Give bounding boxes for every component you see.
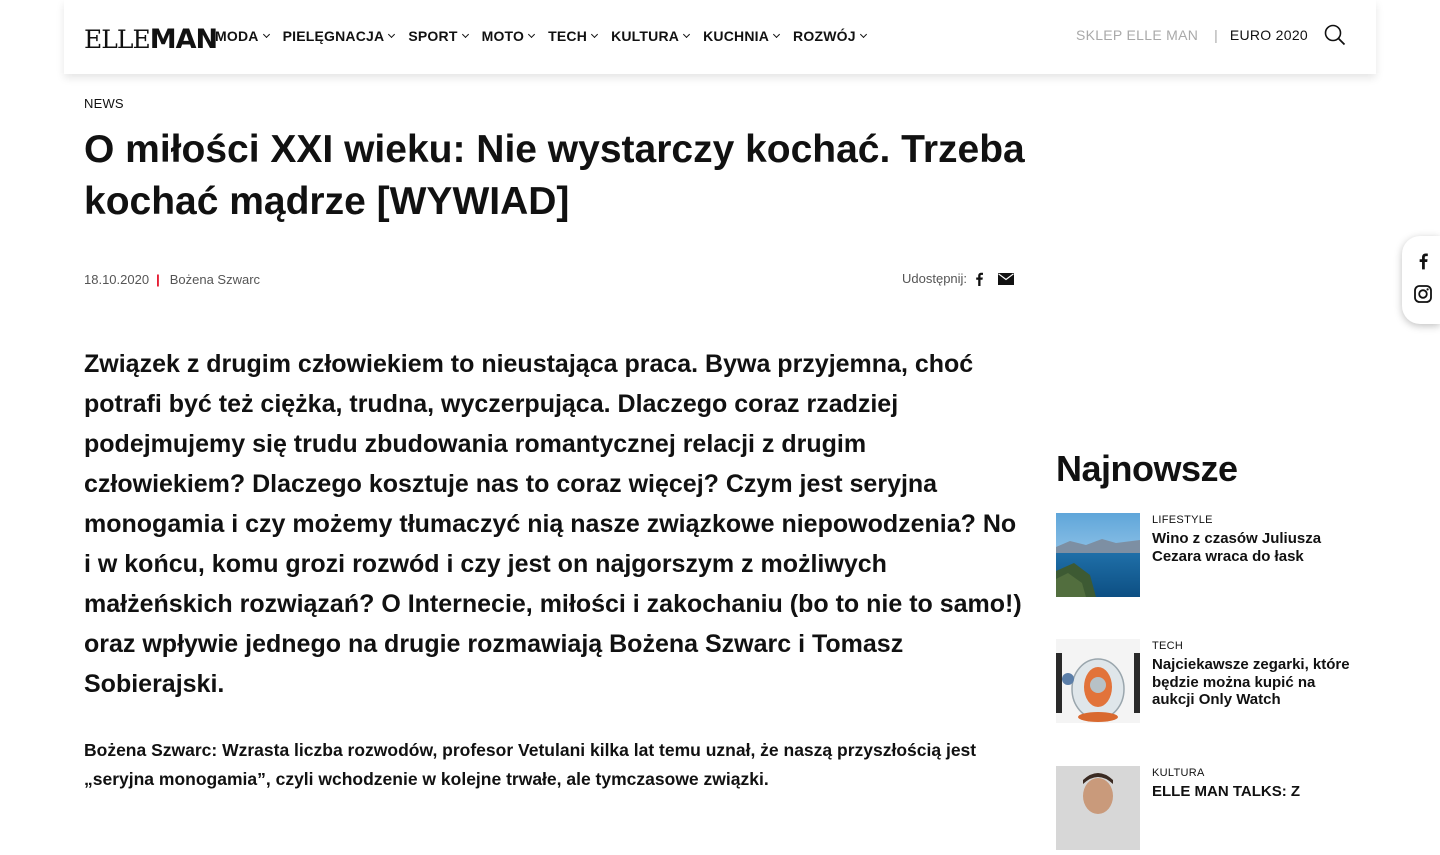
news-category[interactable]: TECH xyxy=(1152,640,1184,652)
nav-item-kuchnia[interactable] xyxy=(703,28,779,44)
article-date: 18.10.2020 xyxy=(84,272,150,287)
news-thumbnail[interactable] xyxy=(1056,639,1140,723)
chevron-down-icon xyxy=(591,31,598,38)
news-category[interactable]: KULTURA xyxy=(1152,767,1205,779)
nav-label: MODA xyxy=(215,28,259,44)
chevron-down-icon xyxy=(773,31,780,38)
nav-label: SPORT xyxy=(408,28,458,44)
nav-label: KUCHNIA xyxy=(703,28,770,44)
nav-item-sport[interactable] xyxy=(408,28,467,44)
article-author[interactable]: Bożena Szwarc xyxy=(169,272,261,287)
euro-2020-link[interactable]: EURO 2020 xyxy=(1229,27,1308,43)
nav-item-moto[interactable] xyxy=(482,28,535,44)
nav-item-kultura[interactable] xyxy=(611,28,689,44)
logo-man: MAN xyxy=(149,24,218,55)
chevron-down-icon xyxy=(388,31,395,38)
article-meta xyxy=(84,272,260,287)
site-header xyxy=(64,0,1376,74)
logo-elle: ELLE xyxy=(84,25,150,54)
elle-man-logo[interactable] xyxy=(84,24,217,55)
article-body-paragraph: Bożena Szwarc: Wzrasta liczba rozwodów, profesor Vetulani kilka lat temu uznał, że naszą przyszłością jest „seryjna monogamia”, czyli wchodzenie w kolejne trwałe, ale tymczasowe związki. xyxy=(84,740,977,789)
instagram-icon[interactable] xyxy=(1414,285,1432,308)
news-title[interactable]: ELLE MAN TALKS: Z xyxy=(1152,783,1301,800)
main-nav xyxy=(215,28,866,44)
facebook-icon[interactable] xyxy=(1417,252,1429,275)
news-title[interactable]: Najciekawsze zegarki, które będzie można kupić na aukcji Only Watch xyxy=(1152,656,1350,708)
news-category[interactable]: LIFESTYLE xyxy=(1152,514,1213,526)
news-thumbnail[interactable] xyxy=(1056,766,1140,850)
email-share-icon[interactable] xyxy=(998,273,1014,285)
nav-item-pielegnacja[interactable] xyxy=(283,28,395,44)
nav-label: TECH xyxy=(548,28,588,44)
header-right xyxy=(1076,24,1346,46)
article-title: O miłości XXI wieku: Nie wystarczy kochać. Trzeba kochać mądrze [WYWIAD] xyxy=(84,128,1025,223)
chevron-down-icon xyxy=(462,31,469,38)
nav-label: ROZWÓJ xyxy=(793,28,856,44)
share-label: Udostępnij: xyxy=(902,271,968,286)
chevron-down-icon xyxy=(528,31,535,38)
meta-divider: | xyxy=(156,272,160,287)
nav-item-rozwoj[interactable] xyxy=(793,28,866,44)
social-follow-tab xyxy=(1402,236,1440,324)
chevron-down-icon xyxy=(860,31,867,38)
nav-item-tech[interactable] xyxy=(548,28,597,44)
latest-news-item[interactable] xyxy=(1056,639,1356,729)
chevron-down-icon xyxy=(683,31,690,38)
article-category[interactable]: NEWS xyxy=(84,96,124,111)
nav-label: KULTURA xyxy=(611,28,680,44)
nav-item-moda[interactable] xyxy=(215,28,269,44)
news-title[interactable]: Wino z czasów Juliusza Cezara wraca do łask xyxy=(1152,530,1322,565)
shop-link[interactable]: SKLEP ELLE MAN xyxy=(1075,27,1199,43)
search-icon[interactable] xyxy=(1324,24,1346,46)
nav-label: MOTO xyxy=(481,28,525,44)
article-lead: Związek z drugim człowiekiem to nieustająca praca. Bywa przyjemna, choć potrafi być też ciężka, trudna, wyczerpująca. Dlaczego coraz rzadziej podejmujemy się trudu zbudowania romantycznej relacji z drugim człowiekiem? Dlaczego kosztuje nas to coraz więcej? Czym jest seryjna monogamia i czy możemy tłumaczyć nią nasze związkowe niepowodzenia? No i w końcu, komu grozi rozwód i czy jest on najgorszym z możliwych małżeńskich rozwiązań? O Internecie, miłości i zakochaniu (bo to nie to samo!) oraz wpływie jednego na drugie rozmawiają Bożena Szwarc i Tomasz Sobierajski. xyxy=(84,350,1022,698)
latest-news-item[interactable] xyxy=(1056,513,1356,603)
share-bar xyxy=(902,271,1014,286)
header-divider: | xyxy=(1214,27,1218,43)
news-thumbnail[interactable] xyxy=(1056,513,1140,597)
facebook-share-icon[interactable] xyxy=(974,272,984,286)
nav-label: PIELĘGNACJA xyxy=(282,28,385,44)
latest-news-item[interactable] xyxy=(1056,766,1356,800)
chevron-down-icon xyxy=(263,31,270,38)
latest-section-title: Najnowsze xyxy=(1056,448,1238,489)
